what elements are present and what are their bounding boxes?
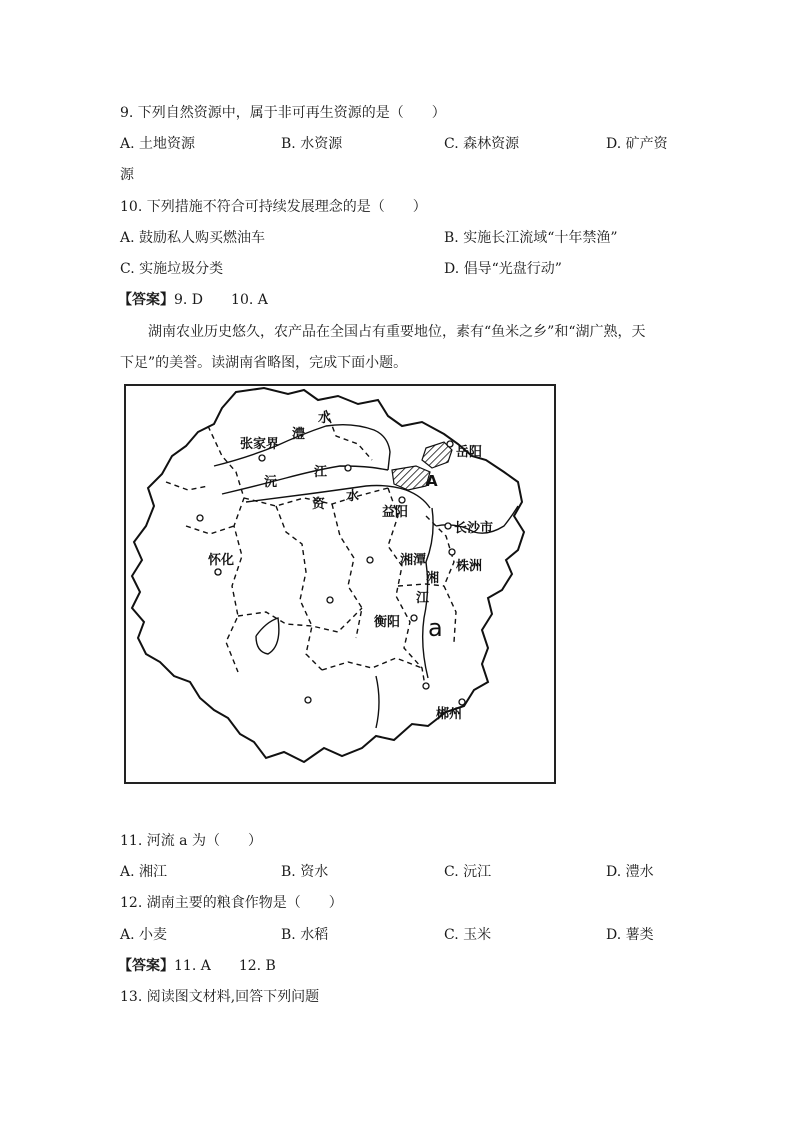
label-zi-river-2: 水 [346,489,360,504]
q12-option-b: B. 水稻 [281,927,329,943]
label-yiyang: 益阳 [382,505,409,520]
question-12-stem: 12. 湖南主要的粮食作物是（ ） [120,895,343,911]
q9-option-b: B. 水资源 [281,136,343,152]
q9-option-c: C. 森林资源 [444,136,520,152]
label-li-river-2: 水 [318,411,332,426]
q11-option-c: C. 沅江 [444,864,492,880]
answer-tag: 【答案】 [118,292,174,308]
q10-option-c: C. 实施垃圾分类 [120,261,224,277]
label-hengyang: 衡阳 [374,615,401,630]
q11-option-d: D. 澧水 [606,864,654,880]
passage-line-2: 下足”的美誉。读湖南省略图，完成下面小题。 [120,355,408,371]
passage-line-1: 湖南农业历史悠久，农产品在全国占有重要地位，素有“鱼米之乡”和“湖广熟，天 [148,324,646,340]
answer-text: 9. D 10. A [174,292,268,308]
label-zhangjiajie: 张家界 [240,437,280,452]
q11-option-a: A. 湘江 [120,864,168,880]
q10-option-a: A. 鼓励私人购买燃油车 [120,230,266,246]
answer-11-12 [118,957,276,975]
label-xiangtan: 湘潭 [400,553,427,568]
q12-option-a: A. 小麦 [120,927,168,943]
q9-option-d-wrap: 源 [120,167,134,183]
prefecture-boundaries [166,410,456,692]
question-11-stem: 11. 河流 a 为（ ） [120,833,262,849]
label-chenzhou: 郴州 [436,707,463,722]
q12-option-c: C. 玉米 [444,927,492,943]
label-xiang-river-1: 湘 [426,571,440,586]
label-yuan-river-2: 江 [314,465,328,480]
marker-a: a [428,614,443,642]
question-9-stem: 9. 下列自然资源中，属于非可再生资源的是（ ） [120,105,446,121]
label-yueyang: 岳阳 [456,445,483,460]
hunan-map [124,384,556,784]
rivers [214,425,518,728]
label-zhuzhou: 株洲 [456,559,483,574]
q12-option-d: D. 薯类 [606,927,654,943]
question-10-stem: 10. 下列措施不符合可持续发展理念的是（ ） [120,199,427,215]
label-huaihua: 怀化 [208,553,235,568]
answer-text: 11. A 12. B [174,958,276,974]
answer-tag: 【答案】 [118,958,174,974]
answer-9-10 [118,291,268,309]
q11-option-b: B. 资水 [281,864,329,880]
question-13-stem: 13. 阅读图文材料,回答下列问题 [120,989,320,1005]
hunan-map-drawing [126,386,554,782]
q9-option-d: D. 矿产资 [606,136,668,152]
lake-a-area [392,466,430,490]
label-changsha: 长沙市 [454,521,494,536]
q10-option-b: B. 实施长江流域“十年禁渔” [444,230,618,246]
marker-A: A [426,472,438,490]
label-zi-river-1: 资 [312,497,326,512]
label-xiang-river-2: 江 [416,591,430,606]
label-yuan-river-1: 沅 [264,475,278,490]
label-li-river-1: 澧 [292,427,306,442]
q9-option-a: A. 土地资源 [120,136,196,152]
q10-option-d: D. 倡导“光盘行动” [444,261,562,277]
